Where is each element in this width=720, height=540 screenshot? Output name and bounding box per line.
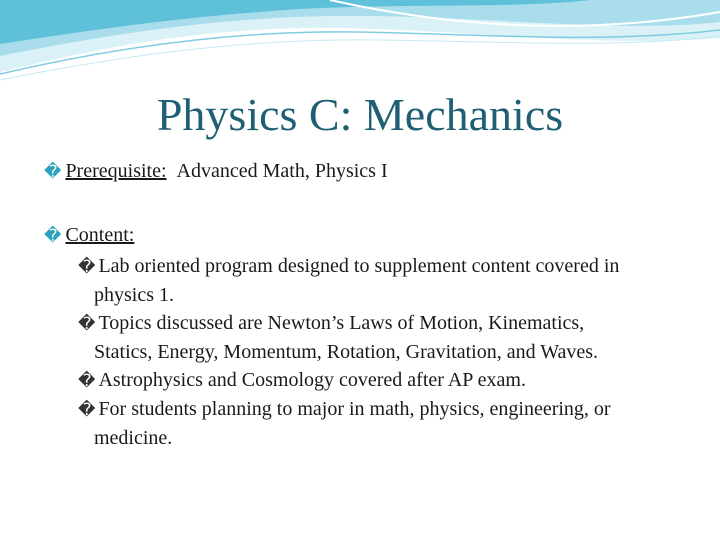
list-item-text: For students planning to major in math, physics, engineering, or [98,398,611,420]
bullet-icon: � [78,400,96,420]
list-item-text: Topics discussed are Newton’s Laws of Motion, Kinematics, [98,312,585,334]
list-item-text-continued: physics 1. [94,284,174,306]
list-item [78,309,688,366]
bullet-icon: � [78,371,96,391]
prerequisite-text: Advanced Math, Physics I [176,160,388,182]
bullet-icon: � [44,162,62,182]
bullet-icon: � [78,314,96,334]
list-item [78,252,688,309]
content-bullet [44,224,134,247]
list-item [78,395,688,452]
list-item-text: Lab oriented program designed to supplement content covered in [98,255,620,277]
list-item-text-continued: Statics, Energy, Momentum, Rotation, Gravitation, and Waves. [94,341,599,363]
header-wave-decoration [0,0,720,90]
list-item-text: Astrophysics and Cosmology covered after AP exam. [98,369,526,391]
list-item-text-continued: medicine. [94,427,173,449]
bullet-icon: � [44,226,62,246]
list-item [78,366,688,395]
bullet-icon: � [78,257,96,277]
content-sub-bullets [78,252,688,452]
content-label: Content: [65,224,135,246]
prerequisite-label: Prerequisite: [65,160,167,182]
slide-title: Physics C: Mechanics [156,89,564,140]
prerequisite-bullet [44,160,388,183]
